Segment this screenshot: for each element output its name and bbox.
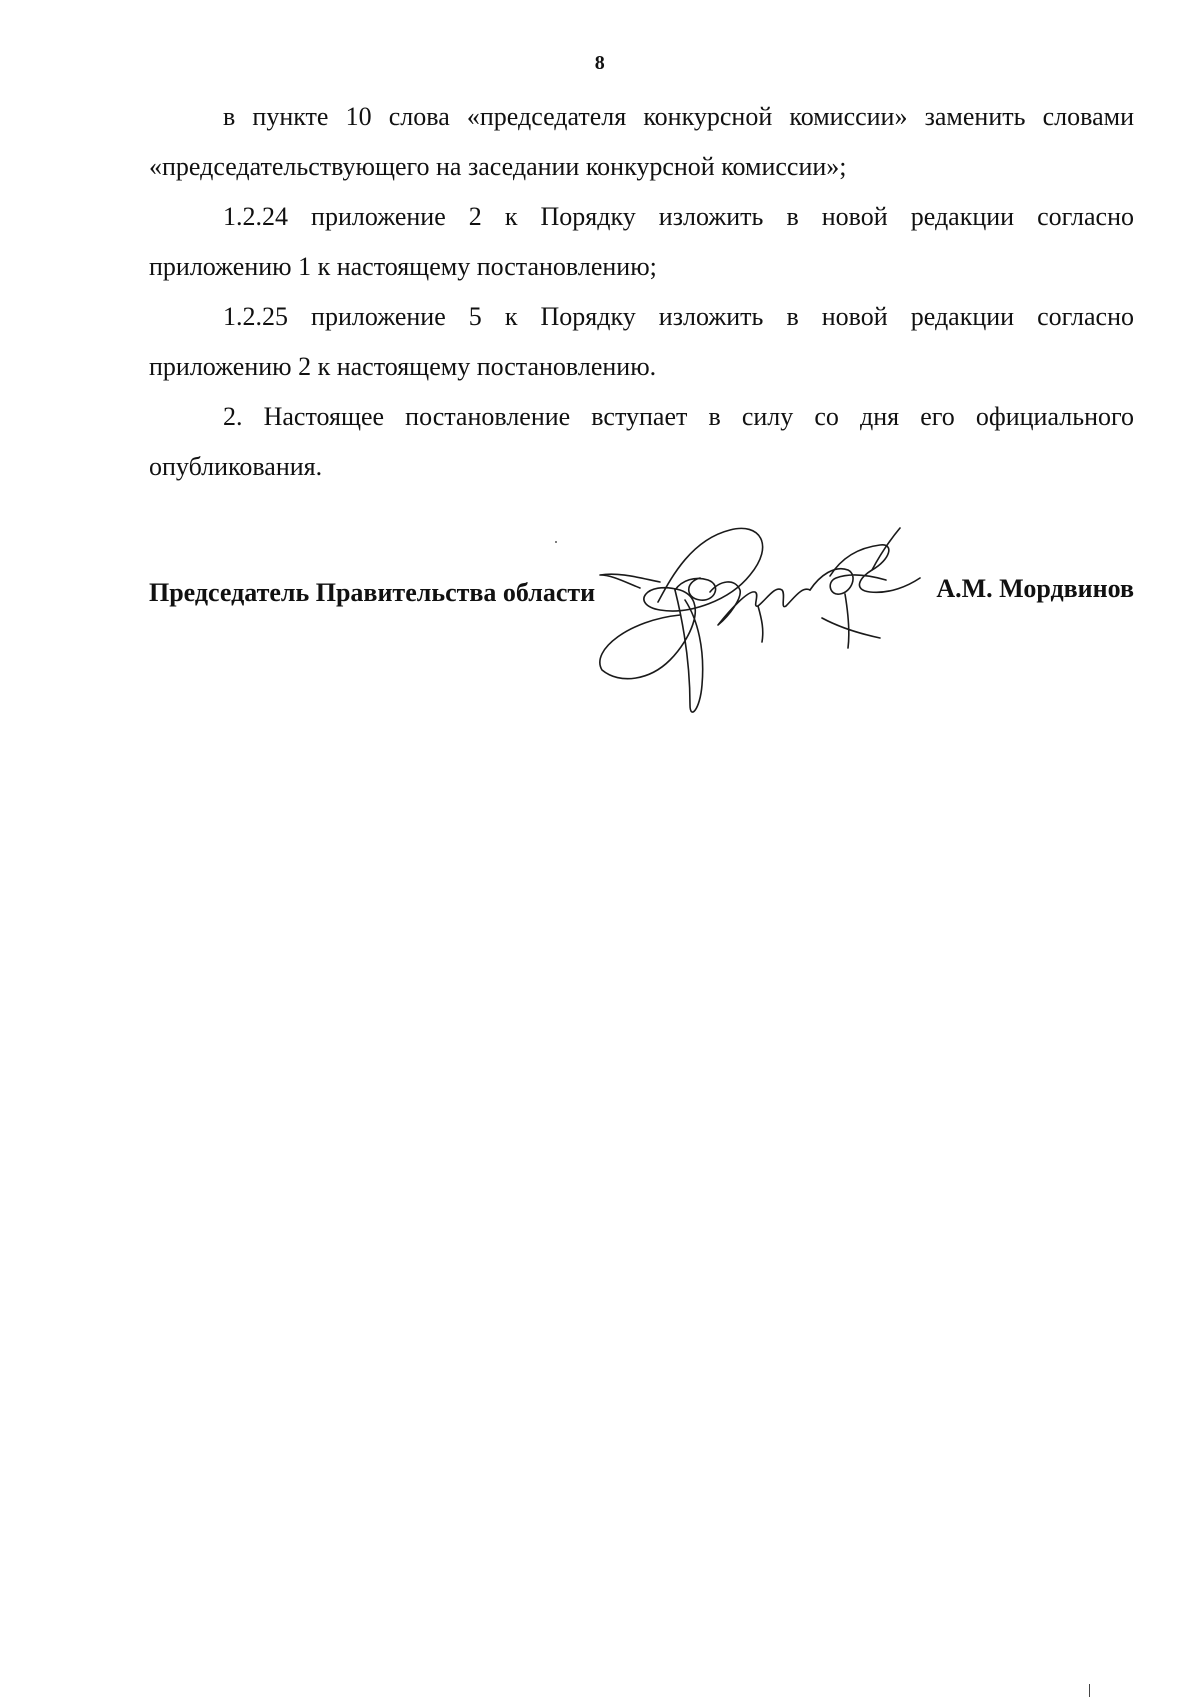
- handwritten-signature: [590, 520, 950, 730]
- paragraph-1-2-25: 1.2.25 приложение 5 к Порядку изложить в новой редакции согласно приложению 2 к настоящему постановлению.: [149, 302, 1134, 381]
- scan-edge-mark: [1089, 1684, 1090, 1697]
- paragraph-2-entry-into-force: 2. Настоящее постановление вступает в силу со дня его официального опубликования.: [149, 402, 1134, 481]
- document-body: [149, 92, 1134, 492]
- paragraph-1-2-24: 1.2.24 приложение 2 к Порядку изложить в новой редакции согласно приложению 1 к настоящему постановлению;: [149, 202, 1134, 281]
- scan-speck: [555, 541, 557, 543]
- signatory-name: А.М. Мордвинов: [936, 574, 1134, 603]
- signatory-position: Председатель Правительства области: [149, 578, 596, 607]
- paragraph-item-10-amendment: в пункте 10 слова «председателя конкурсной комиссии» заменить словами «председательствующего на заседании конкурсной комиссии»;: [149, 102, 1134, 181]
- page-number: 8: [594, 52, 606, 74]
